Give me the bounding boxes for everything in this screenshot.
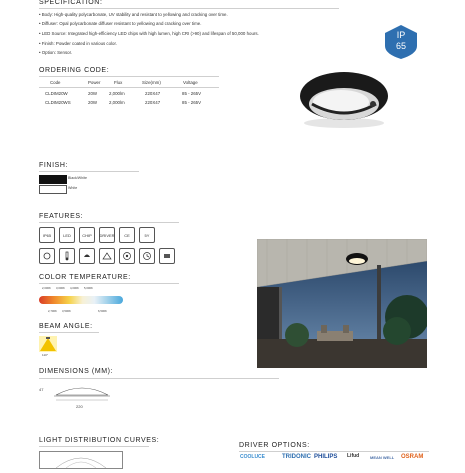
fixture-feature-icon (159, 248, 175, 264)
warranty-feature-icon: 5Y (139, 227, 155, 243)
finish-label-white: White (68, 186, 78, 190)
ct-bottom-label: 2,700K (48, 309, 57, 313)
beam-feature-icon (99, 248, 115, 264)
led-feature-icon: LED (59, 227, 75, 243)
lifestyle-photo (257, 239, 427, 368)
driver-feature-icon: DRIVER (99, 227, 115, 243)
ordering-header-voltage: Voltage (183, 80, 198, 85)
ct-top-label: 3,000K (56, 286, 65, 290)
ip-badge-top: IP (396, 30, 406, 40)
ordering-header-code: Code (50, 80, 61, 85)
spec-line-option: • Option: Sensor. (39, 50, 73, 55)
beam-angle-rule (39, 332, 99, 333)
ct-top-label: 4,000K (70, 286, 79, 290)
ordering-cell: CLDIM20W (45, 91, 68, 96)
finish-title: FINISH: (39, 162, 69, 169)
light-distribution-rule (39, 446, 149, 447)
dimension-drawing (52, 383, 112, 403)
ordering-header-power: Power (88, 80, 101, 85)
ct-bottom-label: 3,500K (62, 309, 71, 313)
driver-options-title: DRIVER OPTIONS: (239, 442, 310, 449)
product-image (297, 70, 392, 130)
specification-rule (39, 8, 339, 9)
ordering-cell: 20W (88, 100, 98, 105)
chip-feature-icon: CHIP (79, 227, 95, 243)
ordering-cell: 220X47 (145, 91, 161, 96)
ordering-rule (39, 76, 219, 77)
ct-bottom-label: 6,500K (98, 309, 107, 313)
features-rule (39, 222, 179, 223)
dimensions-rule (39, 378, 279, 379)
light-distribution-chart (39, 451, 123, 469)
spec-line-diffuser: • Diffuser: Opal polycarbonate diffuser resistant to yellowing and cracking over time. (39, 21, 202, 26)
ip-badge-bottom: 65 (395, 41, 406, 51)
brand-osram: OSRAM (401, 454, 424, 460)
beam-angle-title: BEAM ANGLE: (39, 323, 93, 330)
light-distribution-title: LIGHT DISTRIBUTION CURVES: (39, 437, 160, 444)
brand-cooluce: COOLUCE (240, 454, 265, 460)
features-title: FEATURES: (39, 213, 84, 220)
cri-feature-icon (119, 248, 135, 264)
brand-meanwell: MEAN WELL (370, 455, 395, 460)
ct-top-label: 2,000K (42, 286, 51, 290)
color-temperature-rule (39, 283, 179, 284)
brand-lifud: Lifud (347, 453, 360, 459)
lamp-feature-icon (79, 248, 95, 264)
ordering-cell: 2,000lm (109, 100, 125, 105)
sensor-feature-icon (39, 248, 55, 264)
ordering-cell: 85 - 265V (182, 91, 202, 96)
specification-title: SPECIFICATION: (39, 0, 103, 6)
beam-angle-icon (39, 336, 57, 352)
color-temperature-title: COLOR TEMPERATURE: (39, 274, 131, 281)
ordering-cell: 85 - 265V (182, 100, 202, 105)
ce-feature-icon: CE (119, 227, 135, 243)
finish-swatch-black (39, 175, 67, 184)
dimensions-title: DIMENSIONS (MM): (39, 368, 114, 375)
spec-line-finish: • Finish: Powder coated in various color. (39, 41, 117, 46)
ordering-cell: CLDIM20WS (45, 100, 71, 105)
dimension-width: 220 (76, 404, 83, 409)
temperature-feature-icon (59, 248, 75, 264)
finish-label-black: Black/White (68, 176, 87, 180)
spec-line-body: • Body: High-quality polycarbonate, UV stability and resistant to yellowing and cracking over time. (39, 12, 228, 17)
ordering-header-rule (39, 87, 219, 88)
dimension-height: 47 (39, 387, 44, 392)
ordering-header-flux: Flux (114, 80, 123, 85)
spec-line-led: • LED Source: Integrated high-efficiency LED chips with high lumen, high CRI (>90) and lifespan of 50,000 hours. (39, 31, 259, 36)
ordering-cell: 20W (88, 91, 98, 96)
ordering-cell: 220X47 (145, 100, 161, 105)
ip65-feature-icon: IP65 (39, 227, 55, 243)
brand-tridonic: TRIDONIC (282, 454, 311, 460)
ip65-badge (383, 24, 419, 60)
color-temperature-bar (39, 296, 123, 304)
ordering-cell: 2,000lm (109, 91, 125, 96)
brand-philips: PHILIPS (314, 454, 338, 460)
driver-options-rule (239, 451, 429, 452)
ct-top-label: 5,000K (84, 286, 93, 290)
beam-angle-value: 110° (42, 353, 48, 357)
ordering-header-size: Size(mm) (142, 80, 161, 85)
finish-swatch-white (39, 185, 67, 194)
lifespan-feature-icon (139, 248, 155, 264)
finish-rule (39, 171, 139, 172)
ordering-title: ORDERING CODE: (39, 67, 110, 74)
